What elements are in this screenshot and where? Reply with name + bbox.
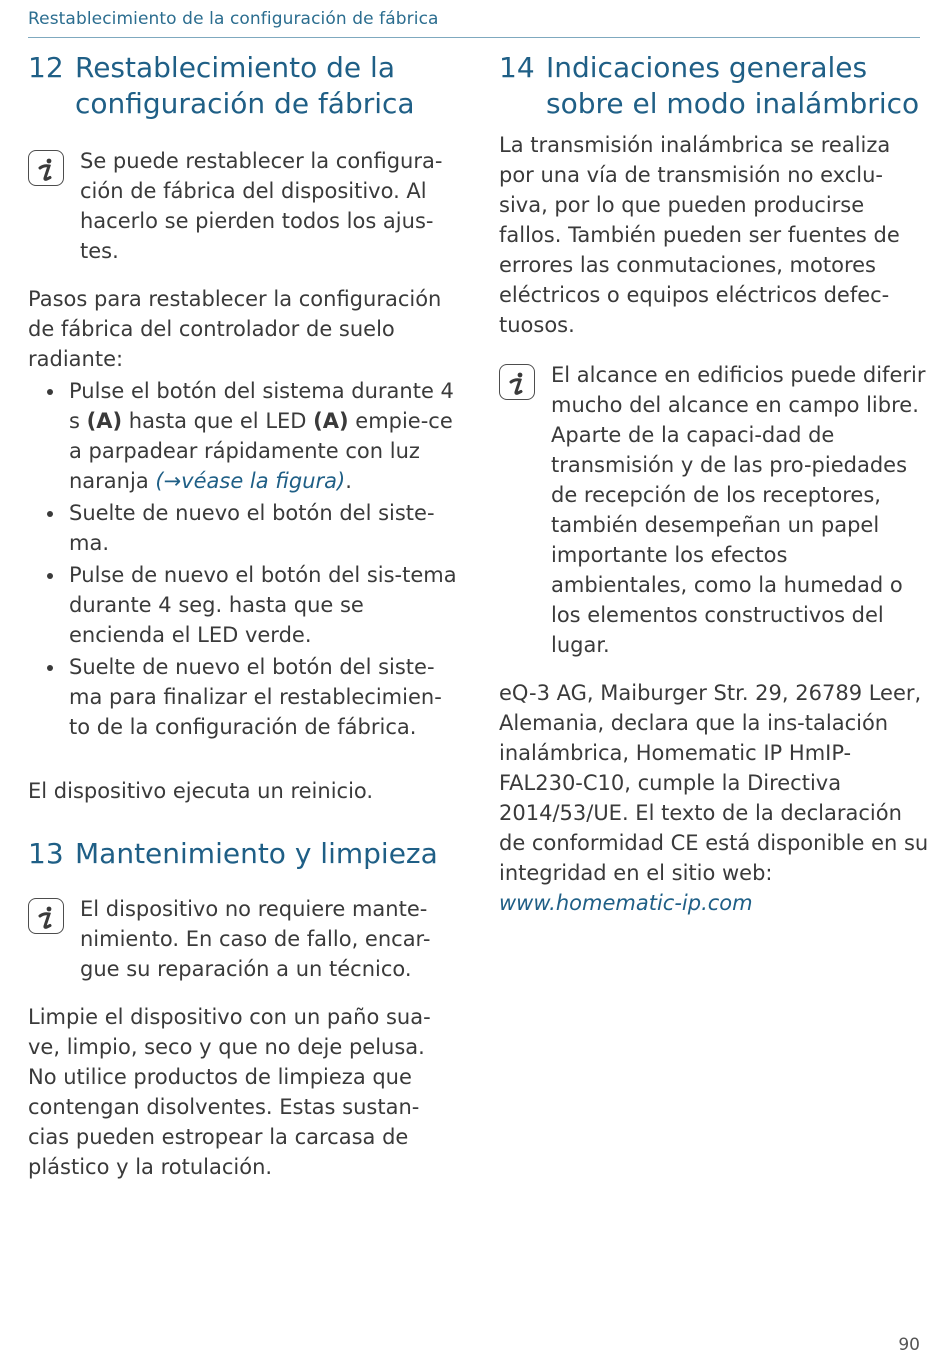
left-column	[28, 50, 458, 1182]
section-13-note	[28, 894, 453, 984]
right-column	[499, 50, 929, 918]
info-icon	[28, 898, 64, 934]
section-13-heading	[28, 836, 458, 872]
section-12-title-line2: configuración de fábrica	[75, 87, 415, 120]
section-12-title-line1: Restablecimiento de la	[75, 51, 395, 84]
section-14-title	[546, 50, 929, 122]
section-12-heading	[28, 50, 458, 122]
section-14-title-line2: sobre el modo inalámbrico	[546, 87, 920, 120]
section-14-title-line1: Indicaciones generales	[546, 51, 868, 84]
section-12-title	[75, 50, 458, 122]
step-1-label-a: (A)	[86, 409, 123, 433]
section-14-number: 14	[499, 51, 535, 84]
section-12-note	[28, 146, 453, 266]
running-header: Restablecimiento de la configuración de fábrica	[28, 9, 439, 29]
step-1-text-e: empie-ce a parpadear rápidamente con luz naranja	[69, 409, 453, 493]
section-13-title: Mantenimiento y limpieza	[75, 837, 438, 870]
list-item	[69, 376, 458, 496]
list-item: Suelte de nuevo el botón del siste-ma.	[69, 498, 458, 558]
section-13-number: 13	[28, 837, 64, 870]
list-item: Pulse de nuevo el botón del sis-tema durante 4 seg. hasta que se encienda el LED verde.	[69, 560, 458, 650]
info-icon	[499, 364, 535, 400]
step-1-label-a-2: (A)	[313, 409, 349, 433]
declaration-text: eQ-3 AG, Maiburger Str. 29, 26789 Leer, Alemania, declara que la ins-talación inalámbrica, Homematic IP HmIP-FAL230-C10, cumple la Directiva 2014/53/UE. El texto de la declaración de conformidad CE está disponible en su integridad en el sitio web:	[499, 681, 929, 885]
figure-reference-link[interactable]: (→véase la figura)	[155, 469, 346, 493]
header-rule	[28, 37, 920, 38]
section-13-body: Limpie el dispositivo con un paño sua-ve, limpio, seco y que no deje pelusa. No utilice productos de limpieza que contengan disolventes. Estas sustan-cias pueden estropear la carcasa de plástico y la rotulación.	[28, 1005, 431, 1179]
page-number: 90	[898, 1335, 920, 1355]
section-14-note-text: El alcance en edificios puede diferir mucho del alcance en campo libre. Aparte de la capaci-dad de transmisión y de las pro-piedades de recepción de los receptores, también desempeñan un papel importante los efectos ambientales, como la humedad o los elementos constructivos del lugar.	[551, 363, 926, 657]
section-14-heading	[499, 50, 929, 122]
section-14-note	[499, 360, 929, 660]
section-14-body: La transmisión inalámbrica se realiza por una vía de transmisión no exclu-siva, por lo que pueden producirse fallos. También pueden ser fuentes de errores las conmutaciones, motores eléctricos o equipos eléctricos defec-tuosos.	[499, 133, 900, 337]
list-item: Suelte de nuevo el botón del siste-ma para finalizar el restablecimien-to de la configuración de fábrica.	[69, 652, 458, 742]
section-13-note-text: El dispositivo no requiere mante-nimiento. En caso de fallo, encar-gue su reparación a un técnico.	[80, 897, 431, 981]
info-icon	[28, 150, 64, 186]
step-1-text-f: .	[345, 469, 352, 493]
step-1-text-c: hasta que el LED	[122, 409, 314, 433]
section-12-intro: Pasos para restablecer la configuración de fábrica del controlador de suelo radiante:	[28, 287, 442, 371]
section-12-note-text: Se puede restablecer la configura-ción de fábrica del dispositivo. Al hacerlo se pierden todos los ajus-tes.	[80, 149, 443, 263]
reset-steps-list	[28, 376, 458, 742]
section-12-number: 12	[28, 51, 64, 84]
step-1-text-a: Pulse el botón del sistema durante 4 s	[69, 379, 454, 433]
website-link[interactable]: www.homematic-ip.com	[499, 891, 753, 915]
section-12-outro: El dispositivo ejecuta un reinicio.	[28, 779, 374, 803]
